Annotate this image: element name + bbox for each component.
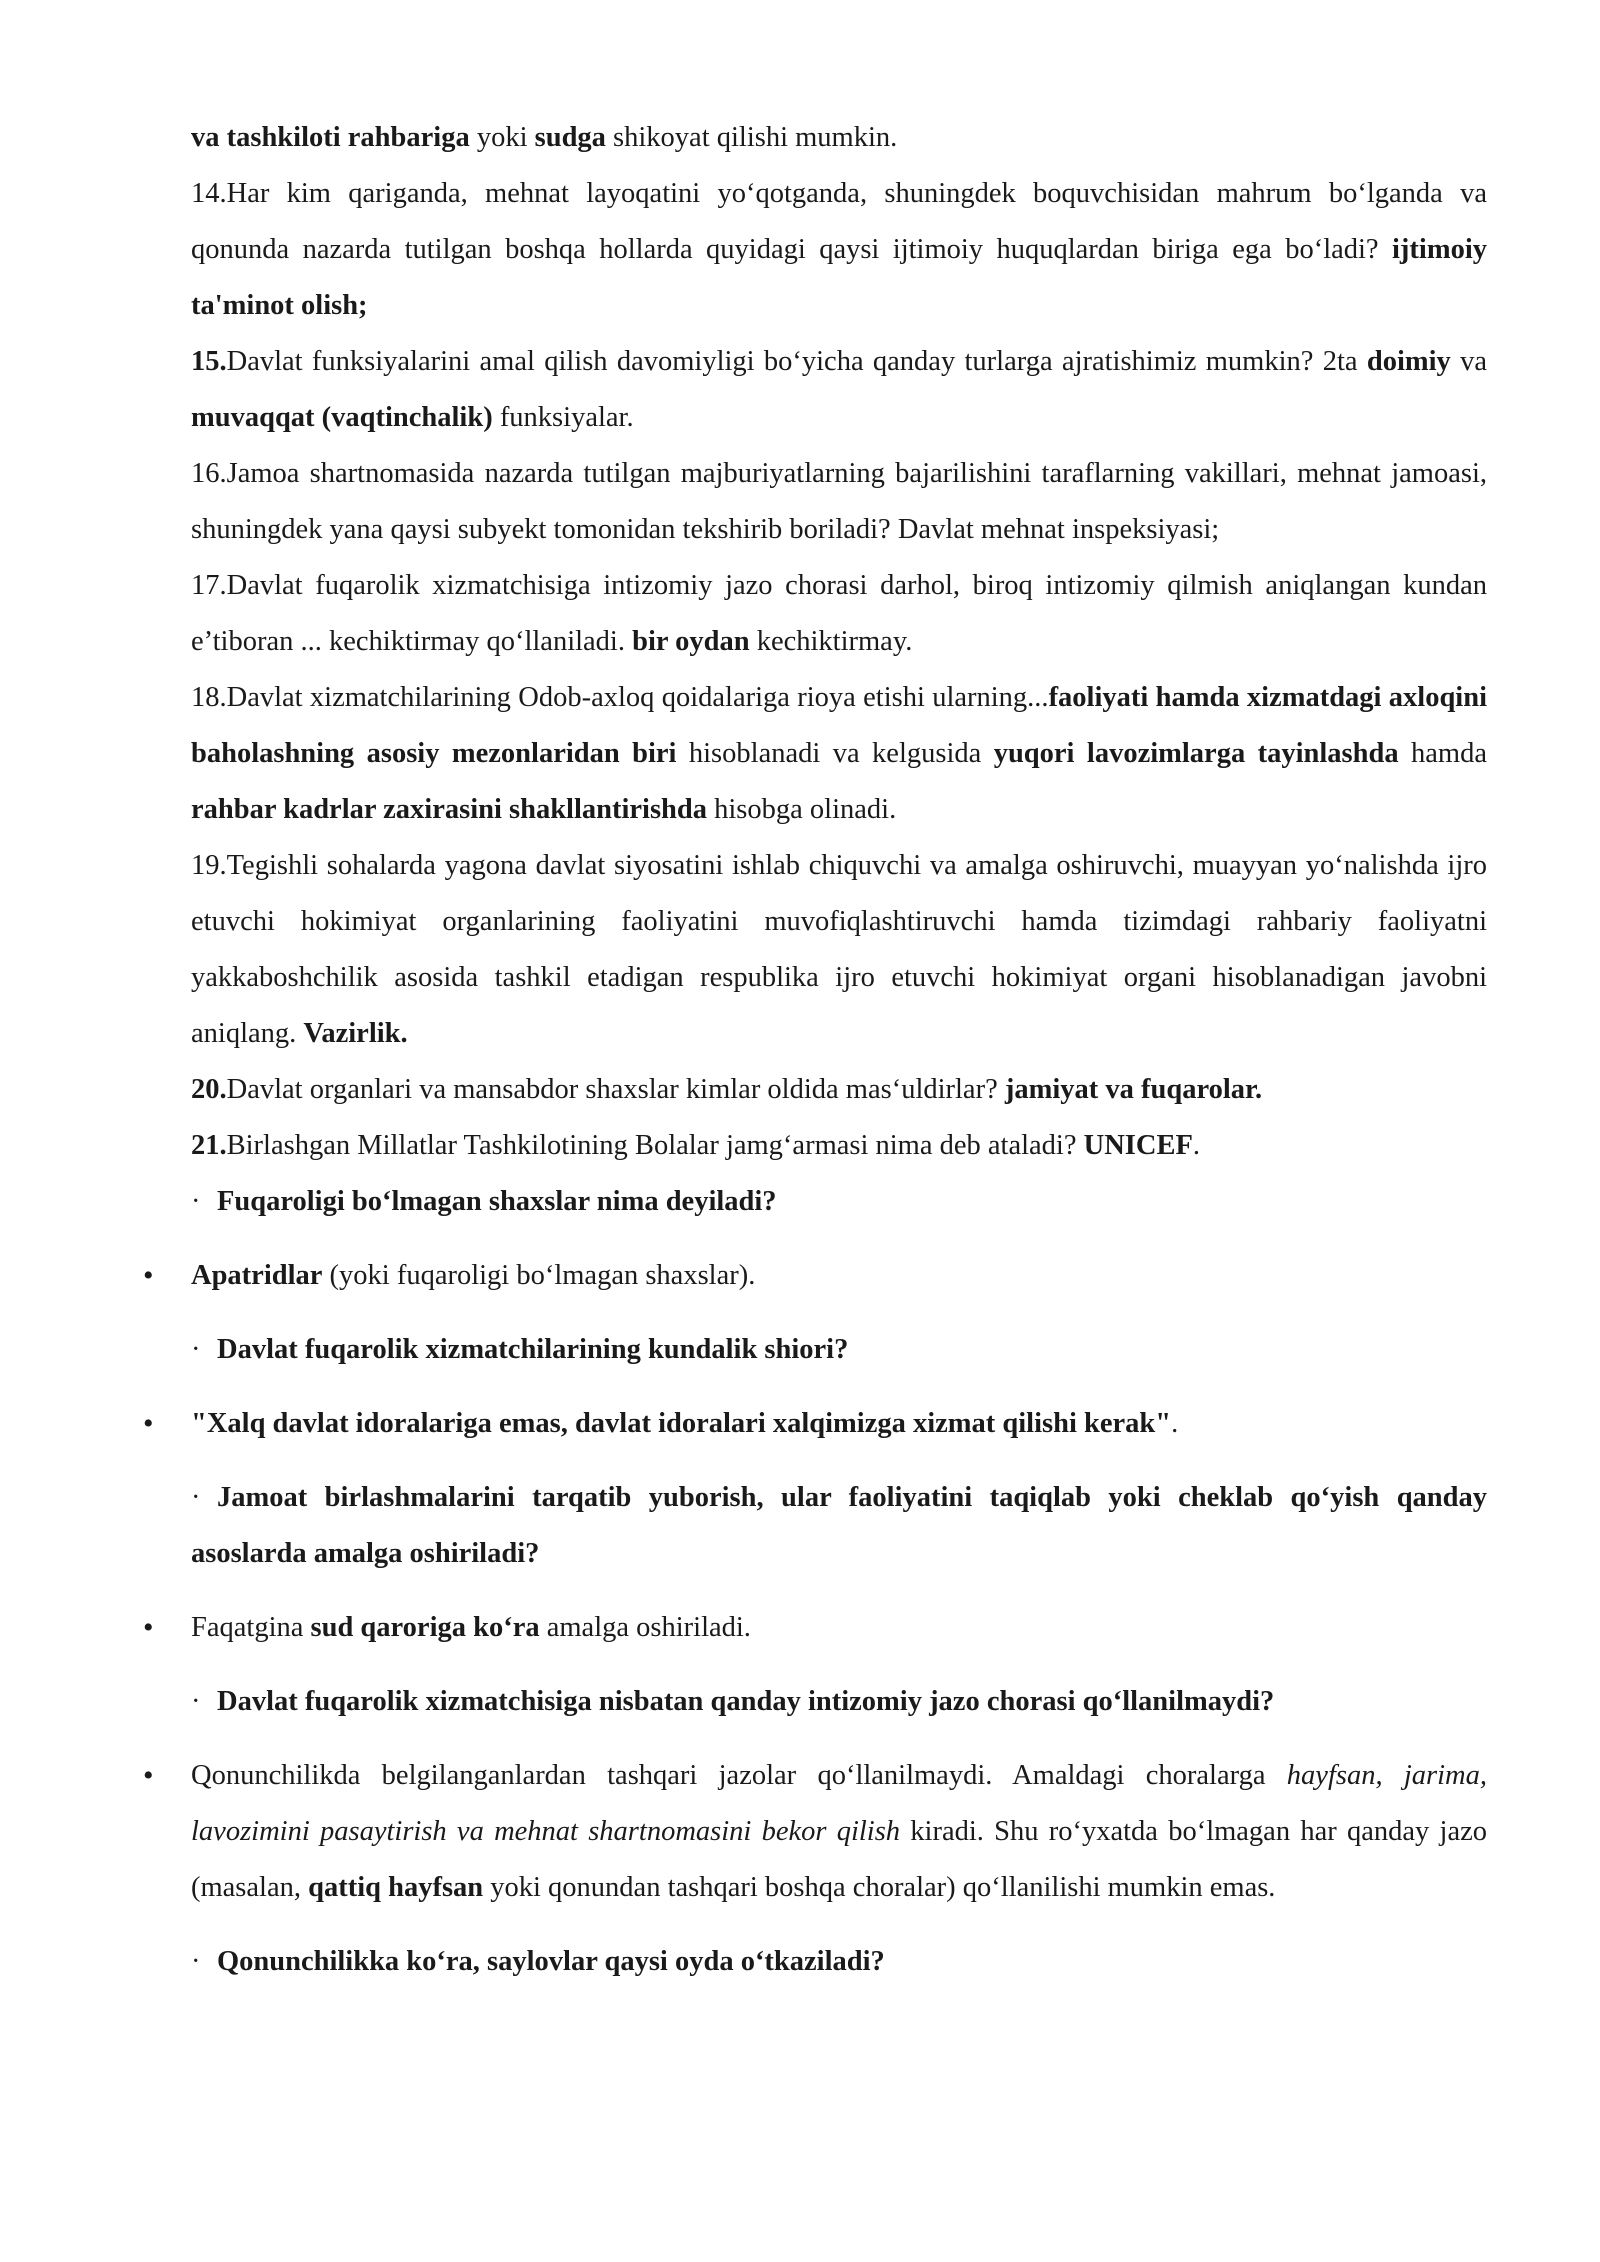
text-run: muvaqqat (vaqtinchalik) <box>191 402 493 433</box>
question-text: Fuqaroligi bo‘lmagan shaxslar nima deyiladi? <box>217 1186 777 1217</box>
text-run: va <box>1450 346 1488 377</box>
text-run: Birlashgan Millatlar Tashkilotining Bolalar jamg‘armasi nima deb ataladi? <box>226 1130 1084 1161</box>
text-run: 19.Tegishli sohalarda yagona davlat siyosatini ishlab chiquvchi va amalga oshiruvchi, muayyan yo‘nalishda ijro etuvchi hokimiyat organlarining faoliyatini muvofiqlashtiruvchi hamda tizimdagi rahbariy faoliyatni yakkaboshchilik asosida tashkil etadigan respublika ijro etuvchi hokimiyat organi hisoblanadigan javobni aniqlang. <box>191 850 1487 1049</box>
paragraph-13-tail <box>191 110 1487 166</box>
question-text: Jamoat birlashmalarini tarqatib yuborish, ular faoliyatini taqiqlab yoki cheklab qo‘yish qanday asoslarda amalga oshiriladi? <box>191 1482 1487 1569</box>
text-run: 20. <box>191 1074 227 1105</box>
question-text: Davlat fuqarolik xizmatchilarining kundalik shiori? <box>217 1334 849 1365</box>
text-run: yoki <box>469 122 535 153</box>
text-run: kechiktirmay. <box>749 626 913 657</box>
text-run: hamda <box>1398 738 1487 769</box>
question-text: Davlat fuqarolik xizmatchisiga nisbatan qanday intizomiy jazo chorasi qo‘llanilmaydi? <box>217 1686 1275 1717</box>
text-run: "Xalq davlat idoralariga emas, davlat idoralari xalqimizga xizmat qilishi kerak" <box>191 1408 1172 1439</box>
text-run: Vazirlik. <box>303 1018 408 1049</box>
text-run: 14.Har kim qariganda, mehnat layoqatini yo‘qotganda, shuningdek boquvchisidan mahrum bo‘lganda va qonunda nazarda tutilgan boshqa hollarda quyidagi qaysi ijtimoiy huquqlardan biriga ega bo‘ladi? <box>191 178 1487 265</box>
text-run: qattiq hayfsan <box>308 1872 484 1903</box>
text-run: Qonunchilikda belgilanganlardan tashqari jazolar qo‘llanilmaydi. Amaldagi choralarga <box>191 1760 1287 1791</box>
question-line <box>191 1322 1487 1378</box>
text-run: faoliyati hamda xizmatdagi axloqini baholashning asosiy mezonlaridan biri <box>191 682 1487 769</box>
bullet-marker: • <box>143 1611 154 1644</box>
answer-item <box>143 1600 1487 1656</box>
text-run: doimiy <box>1366 346 1451 377</box>
text-run: yoki qonundan tashqari boshqa choralar) qo‘llanilishi mumkin emas. <box>483 1872 1276 1903</box>
paragraph-18 <box>191 670 1487 838</box>
text-run: hayfsan, jarima, lavozimini pasaytirish va mehnat shartnomasini bekor qilish <box>191 1760 1488 1847</box>
paragraph-21 <box>191 1118 1487 1174</box>
bullet-marker: • <box>143 1259 154 1292</box>
text-run: . <box>1171 1408 1179 1439</box>
answer-item <box>143 1748 1488 1916</box>
text-run: kiradi. Shu ro‘yxatda bo‘lmagan har qanday jazo (masalan, <box>191 1816 1487 1903</box>
paragraph-20 <box>191 1062 1487 1118</box>
text-run: jamiyat va fuqarolar. <box>1004 1074 1263 1105</box>
text-run: sudga <box>534 122 606 153</box>
text-run: ijtimoiy ta'minot olish; <box>191 234 1487 321</box>
text-run: UNICEF <box>1083 1130 1193 1161</box>
text-run: hisobga olinadi. <box>707 794 897 825</box>
bullet-marker: • <box>143 1759 154 1792</box>
text-run: va tashkiloti rahbariga <box>191 122 470 153</box>
text-run: shikoyat qilishi mumkin. <box>605 122 898 153</box>
text-run: (yoki fuqaroligi bo‘lmagan shaxslar). <box>322 1260 756 1291</box>
answer-item <box>143 1396 1487 1452</box>
question-text: Qonunchilikka ko‘ra, saylovlar qaysi oyda o‘tkaziladi? <box>217 1946 885 1977</box>
text-run: 21. <box>191 1130 227 1161</box>
text-run: 15. <box>191 346 227 377</box>
text-run: 17.Davlat fuqarolik xizmatchisiga intizomiy jazo chorasi darhol, biroq intizomiy qilmish aniqlangan kundan e’tiboran ... kechiktirmay qo‘llaniladi. <box>191 570 1487 657</box>
text-run: Faqatgina <box>191 1612 311 1643</box>
qa-list <box>143 1174 1488 1990</box>
paragraph-17 <box>191 558 1487 670</box>
question-line <box>191 1674 1487 1730</box>
text-run: Davlat organlari va mansabdor shaxslar kimlar oldida mas‘uldirlar? <box>226 1074 1005 1105</box>
question-dot-marker: · <box>191 1946 201 1977</box>
question-dot-marker: · <box>191 1334 201 1365</box>
question-dot-marker: · <box>191 1186 201 1217</box>
text-run: bir oydan <box>632 626 750 657</box>
bullet-marker: • <box>143 1407 154 1440</box>
question-line <box>191 1174 1487 1230</box>
text-run: amalga oshiriladi. <box>539 1612 751 1643</box>
document-page <box>143 110 1488 1990</box>
text-run: 18.Davlat xizmatchilarining Odob-axloq qoidalariga rioya etishi ularning... <box>191 682 1049 713</box>
text-run: hisoblanadi va kelgusida <box>676 738 994 769</box>
question-line <box>191 1934 1487 1990</box>
question-dot-marker: · <box>191 1686 201 1717</box>
paragraph-19 <box>191 838 1487 1062</box>
paragraph-16 <box>191 446 1487 558</box>
question-dot-marker: · <box>191 1482 201 1513</box>
text-run: rahbar kadrlar zaxirasini shakllantirishda <box>191 794 708 825</box>
text-run: Davlat funksiyalarini amal qilish davomiyligi bo‘yicha qanday turlarga ajratishimiz mumkin? 2ta <box>226 346 1367 377</box>
text-run: yuqori lavozimlarga tayinlashda <box>993 738 1399 769</box>
text-run: 16.Jamoa shartnomasida nazarda tutilgan majburiyatlarning bajarilishini taraflarning vakillari, mehnat jamoasi, shuningdek yana qaysi subyekt tomonidan tekshirib boriladi? Davlat mehnat inspeksiyasi; <box>191 458 1487 545</box>
text-run: . <box>1192 1130 1201 1161</box>
text-run: funksiyalar. <box>492 402 634 433</box>
answer-item <box>143 1248 1487 1304</box>
question-line <box>191 1470 1487 1582</box>
paragraph-14 <box>191 166 1487 334</box>
paragraph-15 <box>191 334 1487 446</box>
text-run: Apatridlar <box>191 1260 323 1291</box>
text-run: sud qaroriga ko‘ra <box>310 1612 540 1643</box>
